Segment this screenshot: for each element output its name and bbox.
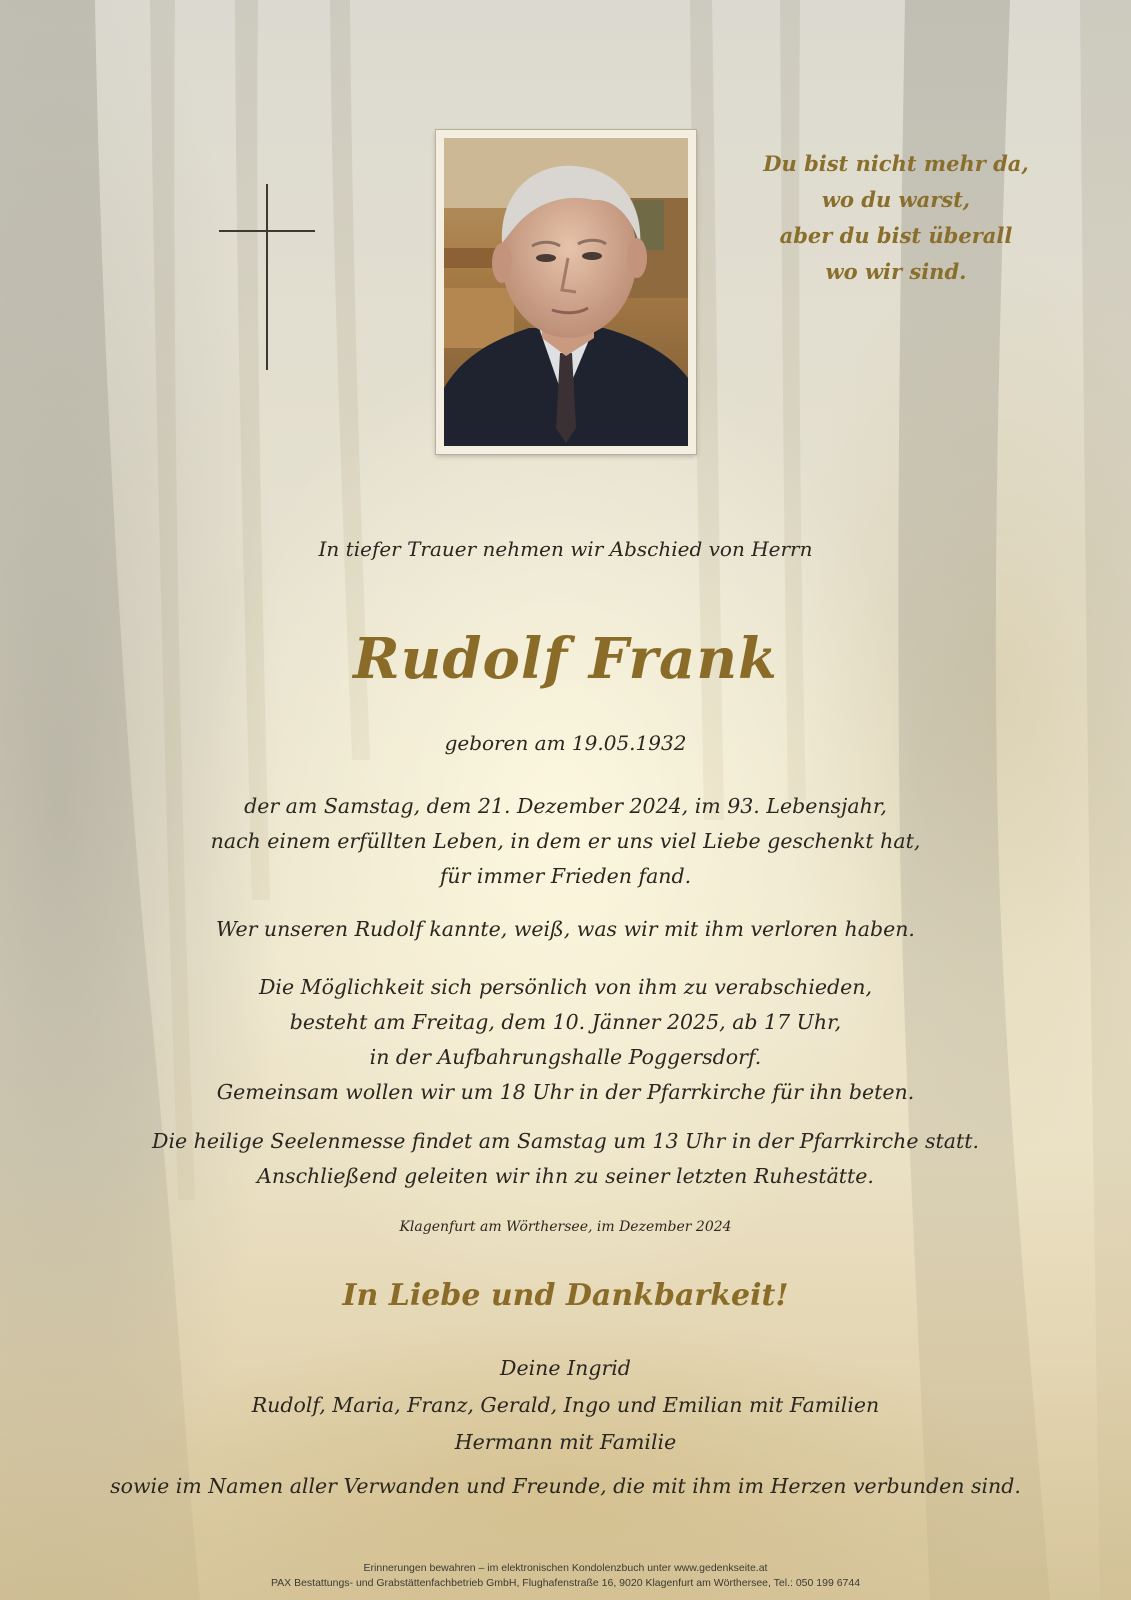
motto-line: wo du warst, <box>821 187 971 212</box>
mourner-line: Rudolf, Maria, Franz, Gerald, Ingo und Emilian mit Familien <box>251 1393 880 1417</box>
intro-text: In tiefer Trauer nehmen wir Abschied von Herrn <box>318 537 813 561</box>
motto-line: Du bist nicht mehr da, <box>763 151 1029 176</box>
paragraph-line: der am Samstag, dem 21. Dezember 2024, im 93. Lebensjahr, <box>244 794 887 818</box>
paragraph-line: Die Möglichkeit sich persönlich von ihm zu verabschieden, <box>258 975 873 999</box>
motto-line: aber du bist überall <box>779 223 1013 248</box>
paragraph-line: in der Aufbahrungshalle Poggersdorf. <box>369 1045 762 1069</box>
paragraph-line: Gemeinsam wollen wir um 18 Uhr in der Pfarrkirche für ihn beten. <box>216 1080 915 1104</box>
motto-verse <box>736 146 1056 290</box>
motto-line: wo wir sind. <box>825 259 967 284</box>
requiem-paragraph <box>0 1124 1131 1194</box>
paragraph-line: nach einem erfüllten Leben, in dem er uns viel Liebe geschenkt hat, <box>210 829 921 853</box>
footer-line: PAX Bestattungs- und Grabstättenfachbetrieb GmbH, Flughafenstraße 16, 9020 Klagenfurt am Wörthersee, Tel.: 050 199 6744 <box>270 1577 861 1589</box>
paragraph-line: besteht am Freitag, dem 10. Jänner 2025, ab 17 Uhr, <box>289 1010 842 1034</box>
footer-line: Erinnerungen bewahren – im elektronischen Kondolenzbuch unter www.gedenkseite.at <box>363 1562 768 1574</box>
cross-symbol <box>219 184 315 370</box>
death-paragraph <box>0 789 1131 894</box>
deceased-name: Rudolf Frank <box>353 626 778 692</box>
mourners-heading: In Liebe und Dankbarkeit! <box>342 1278 789 1313</box>
mourners-list <box>0 1350 1131 1461</box>
remembrance-paragraph <box>0 912 1131 947</box>
closing-line: sowie im Namen aller Verwanden und Freunde, die mit ihm im Herzen verbunden sind. <box>110 1474 1021 1498</box>
mourner-line: Deine Ingrid <box>500 1356 631 1380</box>
place-date: Klagenfurt am Wörthersee, im Dezember 2024 <box>399 1219 732 1235</box>
paragraph-line: Wer unseren Rudolf kannte, weiß, was wir mit ihm verloren haben. <box>216 917 915 941</box>
birth-date: geboren am 19.05.1932 <box>444 731 687 755</box>
viewing-paragraph <box>0 970 1131 1110</box>
footer <box>0 1561 1131 1591</box>
mourner-line: Hermann mit Familie <box>454 1430 677 1454</box>
paragraph-line: für immer Frieden fand. <box>439 864 692 888</box>
paragraph-line: Anschließend geleiten wir ihn zu seiner letzten Ruhestätte. <box>257 1164 874 1188</box>
portrait-photo <box>436 130 696 454</box>
paragraph-line: Die heilige Seelenmesse findet am Samstag um 13 Uhr in der Pfarrkirche statt. <box>152 1129 979 1153</box>
